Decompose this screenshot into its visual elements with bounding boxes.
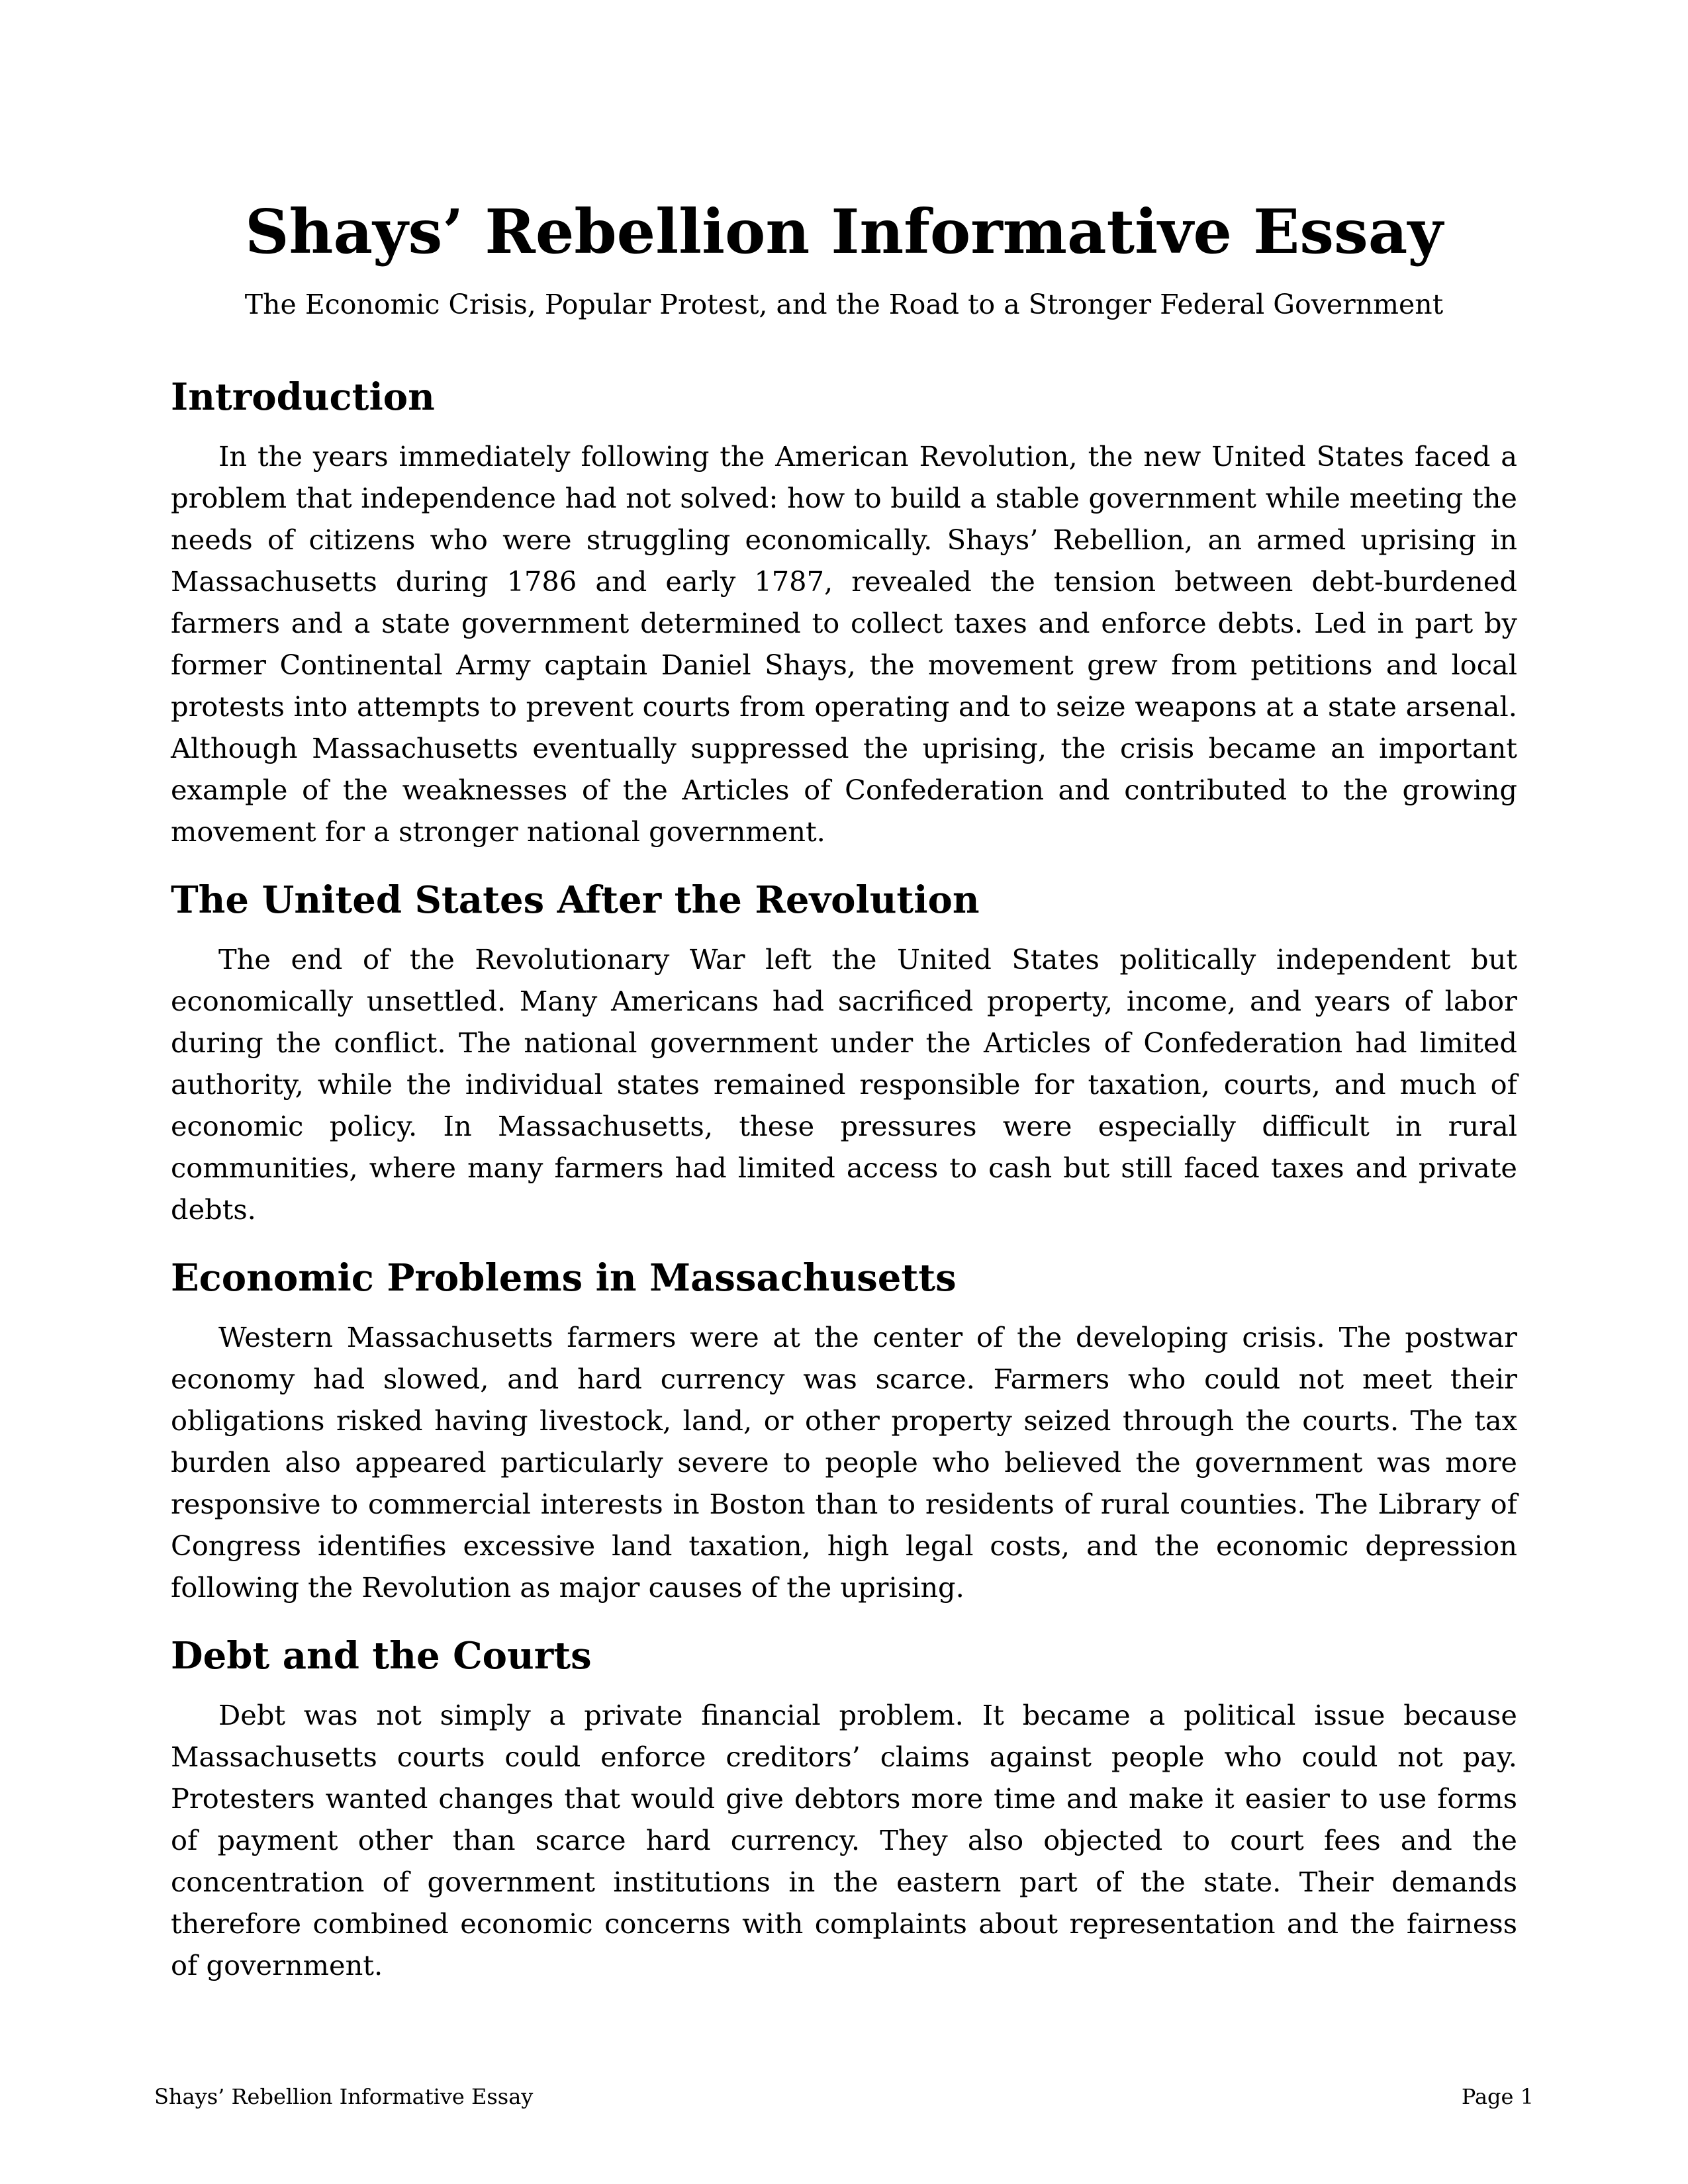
section-paragraph: In the years immediately following the American Revolution, the new United States faced a problem that independence had not solved: how to build a stable government while meeting the needs of citizens who were struggling economically. Shays’ Rebellion, an armed uprising in Massachusetts during 1786 and early 1787, revealed the tension between debt-burdened farmers and a state government determined to collect taxes and enforce debts. Led in part by former Continental Army captain Daniel Shays, the movement grew from petitions and local protests into attempts to prevent courts from operating and to seize weapons at a state arsenal. Although Massachusetts eventually suppressed the uprising, the crisis became an important example of the weaknesses of the Articles of Confederation and contributed to the growing movement for a stronger national government.	[171, 440, 1517, 848]
footer-document-title: Shays’ Rebellion Informative Essay	[154, 2084, 534, 2109]
section-economic-problems	[171, 1251, 1517, 1608]
page-title: Shays’ Rebellion Informative Essay	[245, 196, 1443, 267]
footer-page-number: Page 1	[1461, 2084, 1534, 2109]
section-paragraph: Debt was not simply a private financial problem. It became a political issue because Massachusetts courts could enforce creditors’ claims against people who could not pay. Protesters wanted changes that would give debtors more time and make it easier to use forms of payment other than scarce hard currency. They also objected to court fees and the concentration of government institutions in the eastern part of the state. Their demands therefore combined economic concerns with complaints about representation and the fairness of government.	[171, 1699, 1517, 1981]
essay-content	[171, 371, 1517, 2007]
section-paragraph: The end of the Revolutionary War left the United States politically independent but economically unsettled. Many Americans had sacrificed property, income, and years of labor during the conflict. The national government under the Articles of Confederation had limited authority, while the individual states remained responsible for taxation, courts, and much of economic policy. In Massachusetts, these pressures were especially difficult in rural communities, where many farmers had limited access to cash but still faced taxes and private debts.	[171, 943, 1517, 1226]
section-paragraph: Western Massachusetts farmers were at the center of the developing crisis. The postwar economy had slowed, and hard currency was scarce. Farmers who could not meet their obligations risked having livestock, land, or other property seized through the courts. The tax burden also appeared particularly severe to people who believed the government was more responsive to commercial interests in Boston than to residents of rural counties. The Library of Congress identifies excessive land taxation, high legal costs, and the economic depression following the Revolution as major causes of the uprising.	[171, 1321, 1517, 1604]
page-subtitle: The Economic Crisis, Popular Protest, and the Road to a Stronger Federal Government	[244, 289, 1444, 320]
section-debt-and-courts	[171, 1629, 1517, 1986]
section-heading: The United States After the Revolution	[171, 878, 980, 922]
section-heading: Debt and the Courts	[171, 1634, 592, 1678]
section-heading: Economic Problems in Massachusetts	[171, 1256, 957, 1300]
section-after-revolution	[171, 874, 1517, 1230]
section-heading: Introduction	[171, 375, 435, 419]
section-introduction	[171, 371, 1517, 852]
